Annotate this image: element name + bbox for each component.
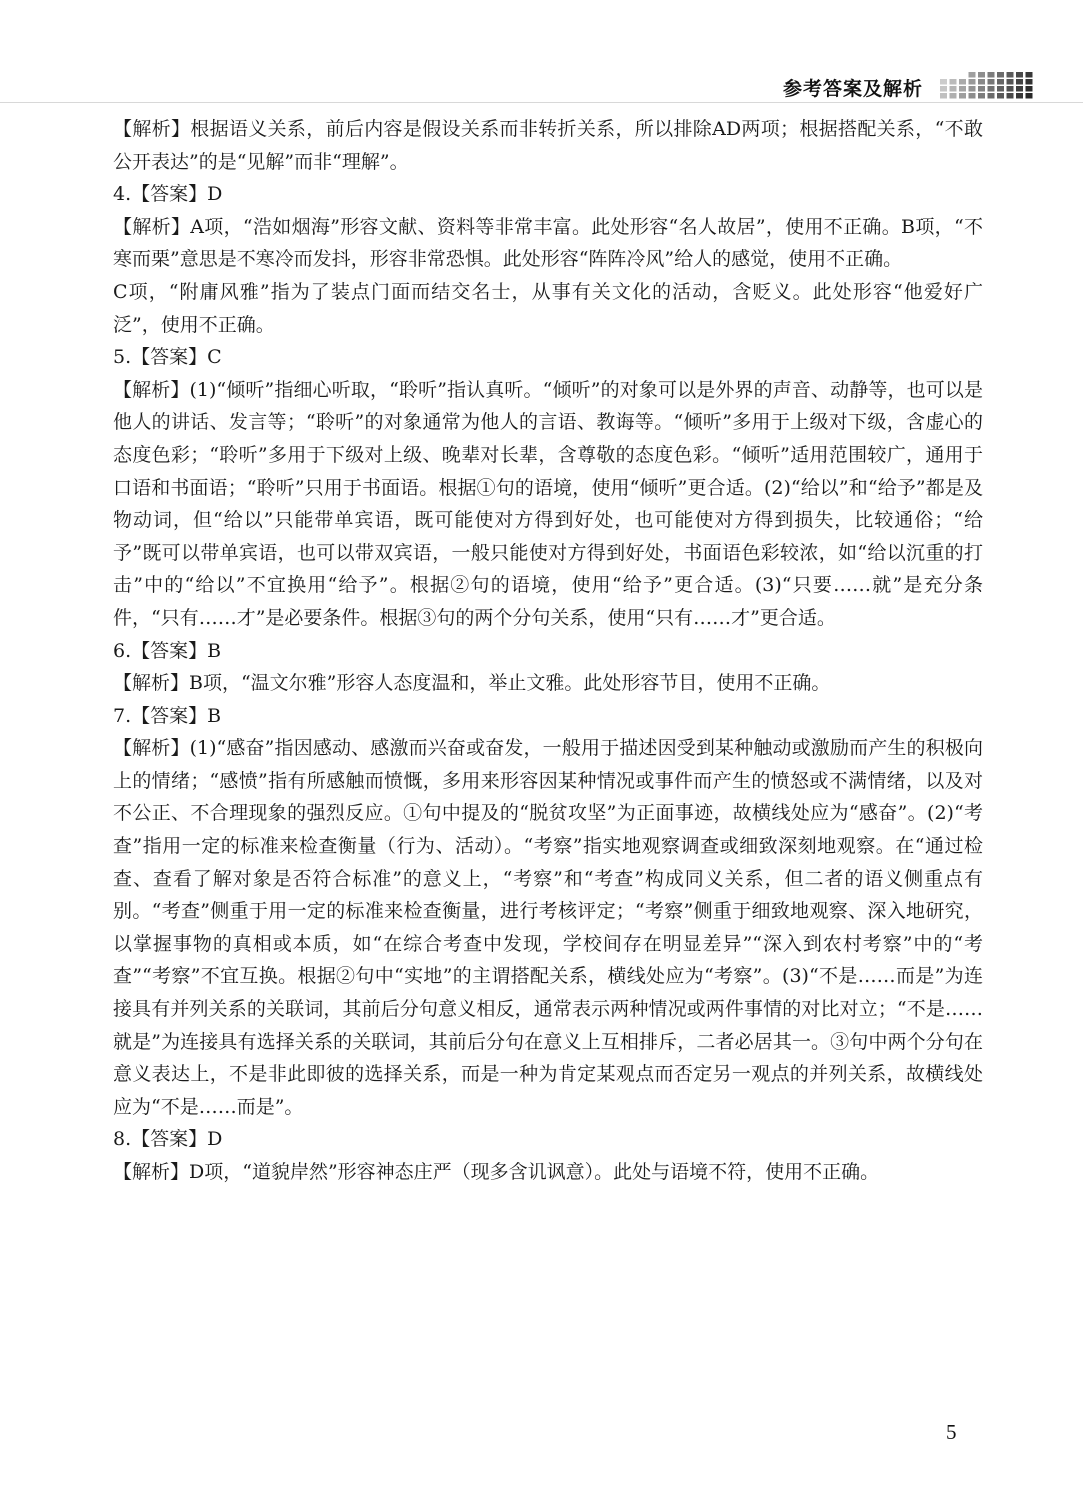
- paragraph: 【解析】根据语义关系，前后内容是假设关系而非转折关系，所以排除AD两项；根据搭配关系，“不敢公开表达”的是“见解”而非“理解”。: [113, 118, 983, 173]
- paragraph: 【解析】A项，“浩如烟海”形容文献、资料等非常丰富。此处形容“名人故居”，使用不正确。B项，“不寒而栗”意思是不寒冷而发抖，形容非常恐惧。此处形容“阵阵冷风”给人的感觉，使用不正确。: [113, 215, 983, 271]
- answer-line: 8.【答案】D: [113, 1128, 223, 1151]
- answer-line: 4.【答案】D: [113, 183, 223, 206]
- header-title: 参考答案及解析: [782, 78, 923, 100]
- answer-line: 6.【答案】B: [113, 639, 222, 662]
- header-dot-pattern-icon: [938, 70, 1038, 100]
- paragraph: 【解析】D项，“道貌岸然”形容神态庄严（现多含讥讽意）。此处与语境不符，使用不正确。: [113, 1161, 880, 1183]
- paragraph: 【解析】(1)“感奋”指因感动、感激而兴奋或奋发，一般用于描述因受到某种触动或激励而产生的积极向上的情绪；“感愤”指有所感触而愤慨，多用来形容因某种情况或事件而产生的愤怒或不满情绪，以及对不公正、不合理现象的强烈反应。①句中提及的“脱贫攻坚”为正面事迹，故横线处应为“感奋”。(2)“考查”指用一定的标准来检查衡量（行为、活动）。“考察”指实地观察调查或细致深刻地观察。在“通过检查、查看了解对象是否符合标准”的意义上，“考察”和“考查”构成同义关系，但二者的语义侧重点有别。“考查”侧重于用一定的标准来检查衡量，进行考核评定；“考察”侧重于细致地观察、深入地研究，以掌握事物的真相或本质，如“在综合考查中发现，学校间存在明显差异”“深入到农村考察”中的“考查”“考察”不宜互换。根据②句中“实地”的主谓搭配关系，横线处应为“考察”。(3)“不是……而是”为连接具有并列关系的关联词，其前后分句意义相反，通常表示两种情况或两件事情的对比对立；“不是……就是”为连接具有选择关系的关联词，其前后分句在意义上互相排斥，二者必居其一。③句中两个分句在意义表达上，不是非此即彼的选择关系，而是一种为肯定某观点而否定另一观点的并列关系，故横线处应为“不是……而是”。: [113, 737, 983, 1118]
- answer-text: [113, 113, 983, 1189]
- header-rule: [0, 102, 1083, 103]
- paragraph: C项，“附庸风雅”指为了装点门面而结交名士，从事有关文化的活动，含贬义。此处形容“他爱好广泛”，使用不正确。: [113, 280, 983, 336]
- answer-line: 5.【答案】C: [113, 346, 222, 369]
- paragraph: 【解析】(1)“倾听”指细心听取，“聆听”指认真听。“倾听”的对象可以是外界的声音、动静等，也可以是他人的讲话、发言等；“聆听”的对象通常为他人的言语、教诲等。“倾听”多用于上级对下级，含虚心的态度色彩；“聆听”多用于下级对上级、晚辈对长辈，含尊敬的态度色彩。“倾听”适用范围较广，通用于口语和书面语；“聆听”只用于书面语。根据①句的语境，使用“倾听”更合适。(2)“给以”和“给予”都是及物动词，但“给以”只能带单宾语，既可能使对方得到好处，也可能使对方得到损失，比较通俗；“给予”既可以带单宾语，也可以带双宾语，一般只能使对方得到好处，书面语色彩较浓，如“给以沉重的打击”中的“给以”不宜换用“给予”。根据②句的语境，使用“给予”更合适。(3)“只要……就”是充分条件，“只有……才”是必要条件。根据③句的两个分句关系，使用“只有……才”更合适。: [113, 378, 983, 629]
- page-number: 5: [946, 1420, 957, 1444]
- page-header: [0, 66, 1083, 106]
- paragraph: 【解析】B项，“温文尔雅”形容人态度温和，举止文雅。此处形容节目，使用不正确。: [113, 672, 831, 695]
- answer-line: 7.【答案】B: [113, 704, 222, 727]
